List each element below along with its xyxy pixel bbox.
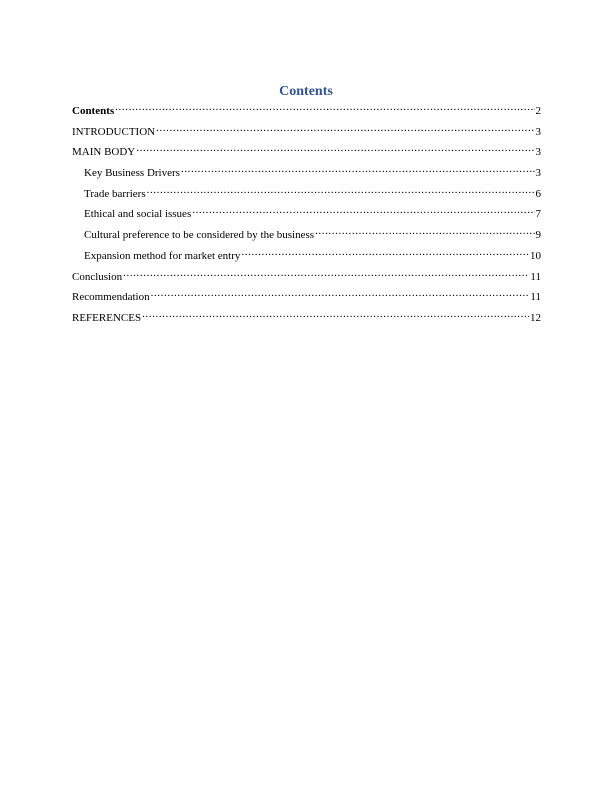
toc-entry-references[interactable] [72,307,541,328]
toc-entry-expansion-method[interactable] [72,245,541,266]
table-of-contents [72,100,541,328]
toc-entry-label: INTRODUCTION [72,125,156,138]
toc-page-number: 11 [530,270,541,283]
toc-dot-leader [192,203,534,217]
toc-page-number: 12 [530,311,541,324]
toc-entry-label: Trade barriers [84,187,146,200]
toc-entry-key-business-drivers[interactable] [72,162,541,183]
toc-page-number: 3 [535,146,541,159]
toc-dot-leader [123,266,529,280]
toc-page-number: 11 [530,291,541,304]
toc-dot-leader [181,162,535,176]
toc-entry-recommendation[interactable] [72,286,541,307]
toc-dot-leader [315,224,534,238]
toc-entry-label: Cultural preference to be considered by the business [84,229,315,242]
toc-page-number: 10 [530,249,541,262]
toc-entry-ethical-social-issues[interactable] [72,203,541,224]
toc-page-number: 6 [535,187,541,200]
toc-page-number: 9 [535,229,541,242]
toc-entry-cultural-preference[interactable] [72,224,541,245]
toc-entry-label: Key Business Drivers [84,167,180,180]
toc-entry-conclusion[interactable] [72,266,541,287]
toc-entry-label: MAIN BODY [72,146,136,159]
toc-entry-contents[interactable] [72,100,541,121]
toc-entry-label: REFERENCES [72,311,142,324]
toc-dot-leader [136,141,534,155]
toc-dot-leader [156,121,534,135]
toc-entry-label: Recommendation [72,291,150,304]
toc-dot-leader [142,307,529,321]
toc-heading: Contents [279,84,333,99]
toc-dot-leader [151,286,530,300]
toc-page-number: 3 [535,167,541,180]
toc-page-number: 3 [535,125,541,138]
toc-entry-introduction[interactable] [72,121,541,142]
toc-entry-trade-barriers[interactable] [72,183,541,204]
toc-dot-leader [241,245,529,259]
toc-page-number: 7 [535,208,541,221]
toc-entry-label: Conclusion [72,270,123,283]
toc-entry-label: Expansion method for market entry [84,249,241,262]
toc-dot-leader [115,100,534,114]
toc-entry-label: Contents [72,105,115,117]
toc-page-number: 2 [535,105,541,117]
toc-entry-main-body[interactable] [72,141,541,162]
toc-entry-label: Ethical and social issues [84,208,192,221]
toc-dot-leader [147,183,535,197]
